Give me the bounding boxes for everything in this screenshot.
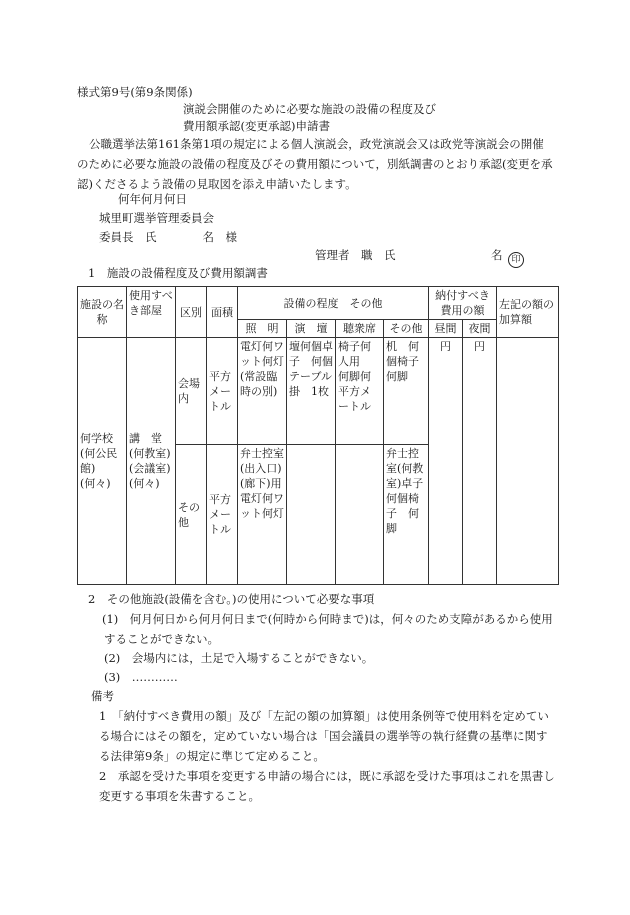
remarks-title: 備考 xyxy=(91,689,114,703)
cell-fee-night: 円 xyxy=(463,338,497,585)
header-other: その他 xyxy=(384,320,429,338)
header-lighting: 照 明 xyxy=(238,320,287,338)
header-extra-fee: 左記の額の加算額 xyxy=(497,287,559,338)
header-daytime: 昼間 xyxy=(429,320,463,338)
section-1-heading: 1 施設の設備程度及び費用額調書 xyxy=(88,266,268,280)
cell-venue-other: その他 xyxy=(176,445,207,585)
chair-line: 委員長 氏 名 様 xyxy=(99,230,237,244)
cell-seats-inside: 椅子何人用 何脚何平方メートル xyxy=(336,338,384,445)
cell-area-other: 平方メートル xyxy=(207,445,238,585)
header-stage: 演 壇 xyxy=(287,320,336,338)
cell-stage-inside: 壇何個卓子 何個テーブル掛 1枚 xyxy=(287,338,336,445)
header-equipment: 設備の程度 その他 xyxy=(238,287,429,320)
cell-lighting-other: 弁士控室(出入口)(廊下)用電灯何ワット何灯 xyxy=(238,445,287,585)
cell-stage-other xyxy=(287,445,336,585)
fee-table xyxy=(77,286,559,585)
section-2-item-2: (2) 会場内には，土足で入場することができない。 xyxy=(104,651,374,665)
form-number: 様式第9号(第9条関係) xyxy=(77,85,193,99)
cell-other-inside: 机 何個椅子 何脚 xyxy=(384,338,429,445)
cell-other-other: 弁士控室(何教室)卓子 何個椅子 何脚 xyxy=(384,445,429,585)
header-room: 使用すべき部屋 xyxy=(127,287,176,338)
cell-extra-fee xyxy=(497,338,559,585)
seal-text: 印 xyxy=(508,252,524,268)
cell-fee-day: 円 xyxy=(429,338,463,585)
date: 何年何月何日 xyxy=(118,192,187,206)
section-2-item-1: (1) 何月何日から何月何日まで(何時から何時まで)は，何々のため支障があるから使用することができない。 xyxy=(102,612,553,646)
header-nighttime: 夜間 xyxy=(463,320,497,338)
cell-seats-other xyxy=(336,445,384,585)
section-2-item-3: (3) ………… xyxy=(104,670,178,684)
cell-lighting-inside: 電灯何ワット何灯(常設臨時の別) xyxy=(238,338,287,445)
manager-name-label: 名 xyxy=(491,248,503,262)
cell-area-inside: 平方メートル xyxy=(207,338,238,445)
seal-mark xyxy=(508,247,524,268)
cell-room: 講 堂(何教室)(会議室)(何々) xyxy=(127,338,176,585)
cell-venue-inside: 会場内 xyxy=(176,338,207,445)
section-2-heading: 2 その他施設(設備を含む。)の使用について必要な事項 xyxy=(88,592,375,606)
remark-1: 1 「納付すべき費用の額」及び「左記の額の加算額」は使用条例等で使用料を定めている場合にはその額を，定めていない場合は「国会議員の選挙等の執行経費の基準に関する法律第9条」の規定に準じて定めること。 xyxy=(99,709,549,763)
cell-facility: 何学校(何公民館)(何々) xyxy=(78,338,127,585)
remark-2: 2 承認を受けた事項を変更する申請の場合には，既に承認を受けた事項はこれを黒書し変更する事項を朱書すること。 xyxy=(99,769,555,803)
manager-label: 管理者 職 氏 xyxy=(315,248,396,262)
intro-paragraph: 公職選挙法第161条第1項の規定による個人演説会，政党演説会又は政党等演説会の開催のために必要な施設の設備の程度及びその費用額について，別紙調書のとおり承認(変更を承認)くださるよう設備の見取図を添え申請いたします。 xyxy=(77,137,553,191)
addressee: 城里町選挙管理委員会 xyxy=(99,211,214,225)
header-fee: 納付すべき費用の額 xyxy=(429,287,497,320)
header-area: 面積 xyxy=(207,287,238,338)
title-line-2: 費用額承認(変更承認)申請書 xyxy=(183,119,330,133)
header-seats: 聴衆席 xyxy=(336,320,384,338)
header-facility-name: 施設の名 称 xyxy=(78,287,127,338)
title-line-1: 演説会開催のために必要な施設の設備の程度及び xyxy=(183,102,436,116)
header-class: 区別 xyxy=(176,287,207,338)
